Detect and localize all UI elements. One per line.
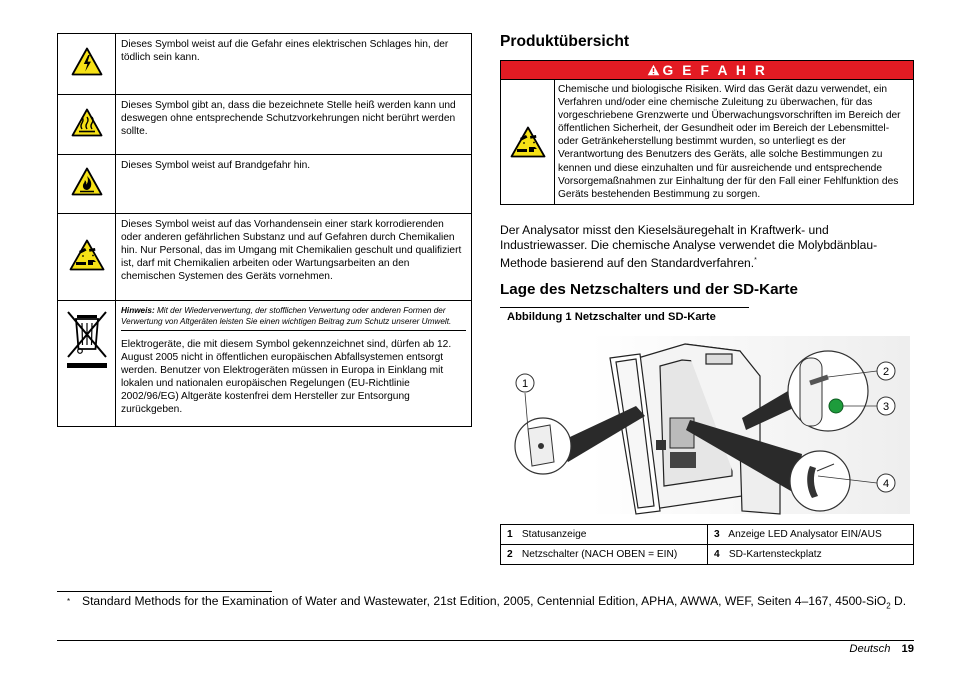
symbol-row (58, 301, 472, 427)
danger-body (501, 80, 913, 204)
symbol-description: Dieses Symbol weist auf Brandgefahr hin. (116, 155, 472, 214)
crossed-out-bin-icon (58, 301, 116, 427)
symbol-row (58, 95, 472, 155)
legend-cell (708, 545, 914, 565)
hazard-symbol-table (57, 33, 472, 427)
electric-shock-warning-icon (58, 34, 116, 95)
symbol-description: Dieses Symbol gibt an, dass die bezeichnete Stelle heiß werden kann und deswegen ohne entsprechende Schutzvorkehrungen nicht berührt werden sollte. (116, 95, 472, 155)
danger-text: Chemische und biologische Risiken. Wird das Gerät dazu verwendet, ein Verfahren und/oder eine chemische Zuleitung zu überwachen, für das vorgeschriebene Grenzwerte und Überwachungsvorschriften im Bereich der öffentlichen Sicherheit, der Gesundheit oder im Bereich der Lebensmittel- oder Getränkeherstellung bestimmt wurden, so unterliegt es der Verantwortung des Benutzers des Geräts, alle solche Bestimmungen zu kennen und diese einzuhalten und für ausreichende und entsprechende Vorsorgemaßnahmen zur Einhaltung der für den Fall einer Fehlfunktion des Geräts bestehenden Bestimmung zu sorgen. (558, 84, 901, 200)
figure-caption: Abbildung 1 Netzschalter und SD-Karte (507, 311, 716, 323)
weee-description (116, 301, 472, 427)
legend-number: 1 (507, 529, 513, 540)
legend-label: Netzschalter (NACH OBEN = EIN) (521, 549, 678, 560)
keypad-buttons (670, 452, 696, 468)
footnote (67, 594, 907, 614)
legend-row (501, 525, 914, 545)
footnote-rule (57, 591, 272, 592)
note-text: Mit der Wiederverwertung, der stofflichen Verwertung oder anderen Formen der Verwertung von Altgeräten leisten Sie einen wichtigen Beitrag zum Schutz unserer Umwelt. (121, 306, 452, 327)
callout-label-4: 4 (882, 478, 890, 490)
symbol-description: Dieses Symbol weist auf die Gefahr eines elektrischen Schlages hin, der tödlich sein kann. (116, 34, 472, 95)
footnote-suffix: D. (890, 594, 907, 608)
corrosive-chemical-warning-icon (58, 214, 116, 301)
chemical-hazard-icon (501, 80, 555, 204)
danger-header (501, 61, 913, 80)
warning-triangle-icon (647, 64, 660, 76)
legend-cell (501, 545, 708, 565)
page-footer (849, 643, 914, 655)
analyzer-figure (510, 336, 910, 516)
power-led (829, 399, 843, 413)
legend-row (501, 545, 914, 565)
legend-label: Anzeige LED Analysator EIN/AUS (728, 529, 882, 540)
power-switch-housing (800, 358, 822, 426)
callout-label-3: 3 (882, 401, 890, 413)
legend-number: 4 (714, 549, 720, 560)
danger-warning-box (500, 60, 914, 205)
footnote-ref: * (754, 257, 757, 265)
legend-label: Statusanzeige (521, 529, 587, 540)
footer-language: Deutsch (849, 643, 891, 655)
figure-legend-table (500, 524, 914, 565)
legend-cell (501, 525, 708, 545)
keypad (656, 440, 666, 450)
symbol-description: Dieses Symbol weist auf das Vorhandensein einer stark korrodierenden oder anderen gefährlichen Substanz und auf Gefahren durch Chemikalien hin. Nur Personal, das im Umgang mit Chemikalien geschult und qualifiziert ist, darf mit Chemikalien arbeiten oder Wartungsarbeiten an den chemischen Systemen des Geräts vornehmen. (116, 214, 472, 301)
footnote-text (82, 594, 907, 614)
analyzer-description-text: Der Analysator misst den Kieselsäuregehalt in Kraftwerk- und Industriewasser. Die chemische Analyse verwendet die Molybdänblau-Methode basierend auf den Standardverfahren. (500, 223, 878, 271)
hot-surface-warning-icon (58, 95, 116, 155)
symbol-row (58, 155, 472, 214)
legend-cell (708, 525, 914, 545)
symbol-row (58, 34, 472, 95)
footnote-body: Standard Methods for the Examination of Water and Wastewater, 21st Edition, 2005, Centennial Edition, APHA, AWWA, WEF, Seiten 4–167, 4500-SiO (82, 594, 887, 608)
figure-caption-rule (500, 307, 749, 308)
callout-label-1: 1 (521, 378, 529, 390)
note-label: Hinweis: (121, 306, 155, 315)
symbol-row (58, 214, 472, 301)
legend-label: SD-Kartensteckplatz (728, 549, 822, 560)
legend-number: 2 (507, 549, 513, 560)
danger-label: G E F A H R (662, 63, 768, 78)
status-indicator-light (538, 443, 544, 449)
weee-text: Elektrogeräte, die mit diesem Symbol gekennzeichnet sind, dürfen ab 12. August 2005 nicht in öffentlichen europäischen Abfallsystemen entsorgt werden. Benutzer von Elektrogeräten müssen in Europa in Einklang mit lokalen und nationalen europäischen Regelungen (EU-Richtlinie 2002/96/EG) Altgeräte kostenfrei dem Hersteller zur Entsorgung zurückgeben. (121, 338, 452, 416)
footnote-subscript: 2 (886, 601, 891, 611)
footer-rule (57, 640, 914, 641)
section-heading-power-switch: Lage des Netzschalters und der SD-Karte (500, 281, 798, 298)
footnote-mark: * (67, 597, 71, 606)
page-number: 19 (901, 643, 914, 655)
legend-number: 3 (714, 529, 720, 540)
recycling-note (121, 305, 466, 331)
analyzer-description (500, 223, 915, 272)
callout-label-2: 2 (882, 366, 890, 378)
fire-hazard-warning-icon (58, 155, 116, 214)
section-heading-product-overview: Produktübersicht (500, 33, 630, 50)
zoom-circle-sd (790, 451, 850, 511)
